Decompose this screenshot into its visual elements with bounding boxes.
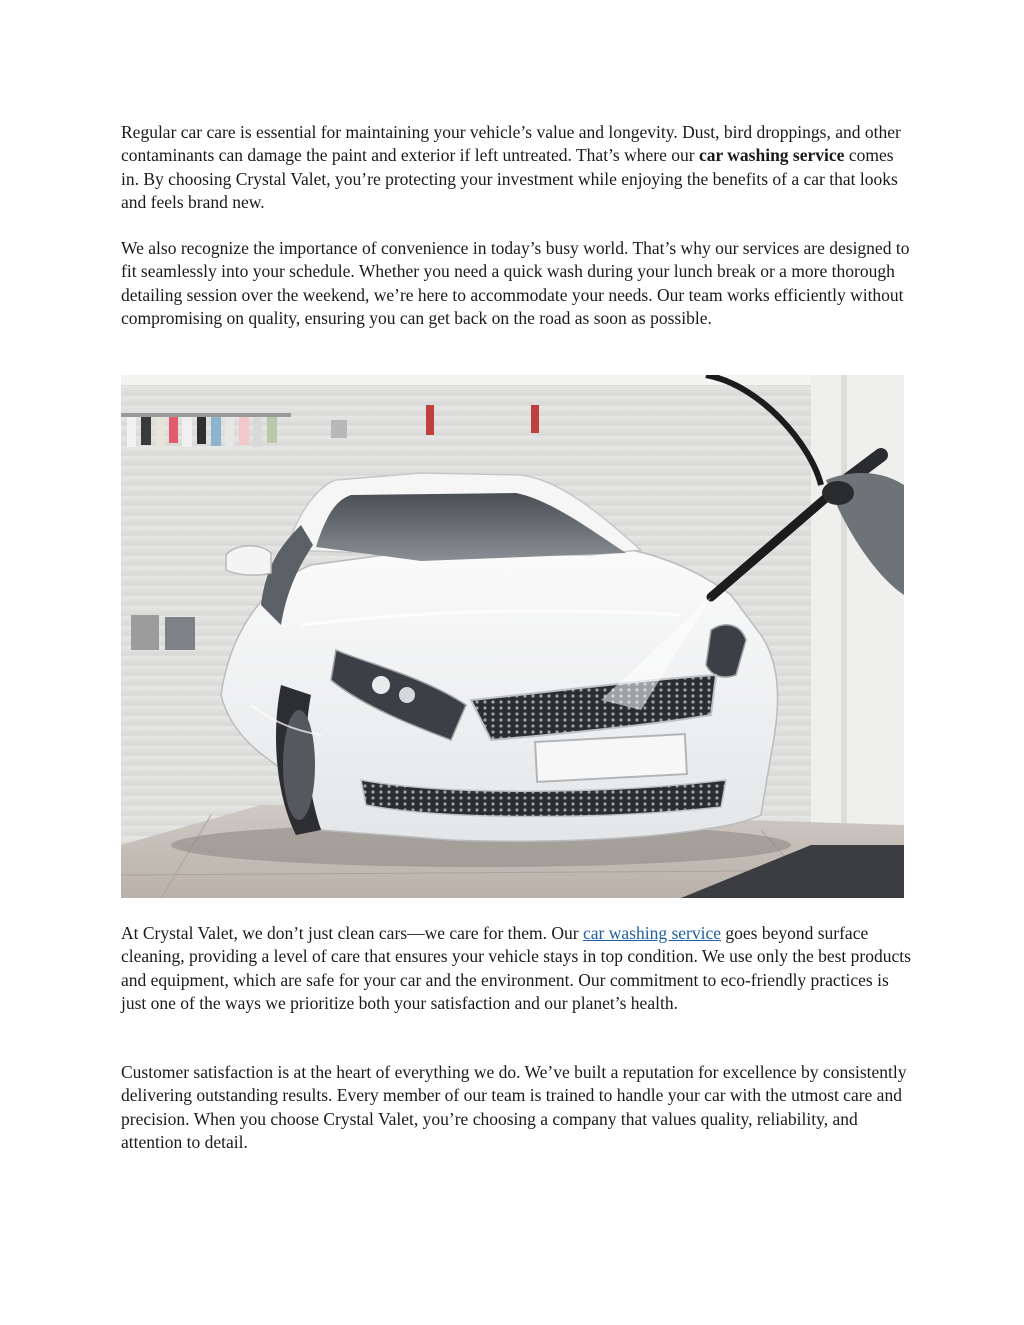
paragraph-care-text-end: goes beyond surface cleaning, providing a level of care that ensures your vehicle stays in top condition. We use only the best products and equipment, which are safe for your car and the environment. Our commitment to eco-friendly practices is just one of the ways we prioritize both your satisfaction and our planet’s health. (121, 923, 911, 1013)
car-wash-photo (121, 375, 904, 898)
paragraph-care-text-start: At Crystal Valet, we don’t just clean cars—we care for them. Our (121, 923, 583, 943)
paragraph-satisfaction: Customer satisfaction is at the heart of everything we do. We’ve built a reputation for excellence by consistently delivering outstanding results. Every member of our team is trained to handle your car with the utmost care and precision. When you choose Crystal Valet, you’re choosing a company that values quality, reliability, and attention to detail. (121, 1062, 907, 1152)
paragraph-convenience: We also recognize the importance of convenience in today’s busy world. That’s why our services are designed to fit seamlessly into your schedule. Whether you need a quick wash during your lunch break or a more thorough detailing session over the weekend, we’re here to accommodate your needs. Our team works efficiently without compromising on quality, ensuring you can get back on the road as soon as possible. (121, 238, 910, 328)
paragraph-intro-text-end: comes in. By choosing Crystal Valet, you’re protecting your investment while enjoying the benefits of a car that looks and feels brand new. (121, 145, 898, 212)
car-washing-service-link[interactable]: car washing service (583, 923, 721, 943)
paragraph-intro-text-start: Regular car care is essential for maintaining your vehicle’s value and longevity. Dust, bird droppings, and other contaminants can damage the paint and exterior if left untreated. That’s where our (121, 122, 901, 166)
bold-car-washing-service: car washing service (698, 145, 845, 166)
paragraph-intro (121, 121, 911, 214)
paragraph-care (121, 922, 911, 1015)
